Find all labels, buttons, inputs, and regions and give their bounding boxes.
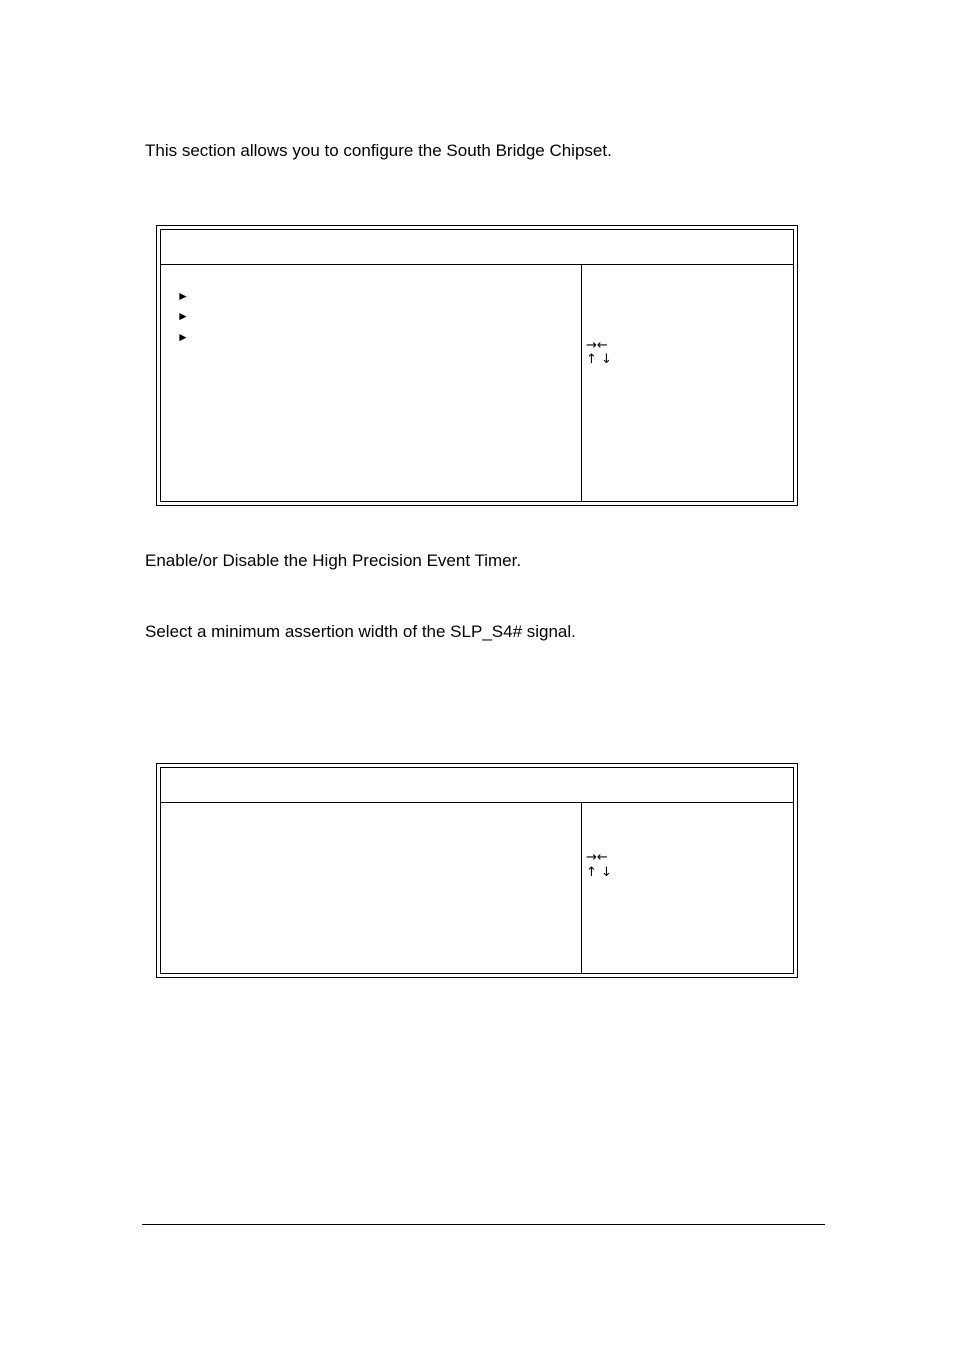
left-right-arrows-icon: →← (586, 850, 608, 865)
bios-options-pane (161, 803, 582, 973)
footer-divider (142, 1224, 825, 1225)
up-down-arrows-icon: ↑ ↓ (586, 352, 612, 367)
slp-s4-description: Select a minimum assertion width of the SLP_S4# signal. (145, 622, 576, 641)
left-right-arrows-icon: →← (586, 338, 608, 353)
bios-frame (160, 767, 794, 974)
bios-help-pane (582, 265, 793, 501)
submenu-arrow-icon[interactable]: ► (177, 330, 189, 344)
bios-screen-1 (156, 225, 798, 506)
intro-text: This section allows you to configure the South Bridge Chipset. (145, 141, 612, 160)
bios-help-pane (582, 803, 793, 973)
bios-options-pane (161, 265, 582, 501)
bios-frame (160, 229, 794, 502)
bios-screen-2 (156, 763, 798, 978)
submenu-arrow-icon[interactable]: ► (177, 289, 189, 303)
bios-header (161, 768, 793, 803)
up-down-arrows-icon: ↑ ↓ (586, 865, 612, 880)
submenu-arrow-icon[interactable]: ► (177, 309, 189, 323)
bios-header (161, 230, 793, 265)
hpet-description: Enable/or Disable the High Precision Event Timer. (145, 551, 522, 570)
